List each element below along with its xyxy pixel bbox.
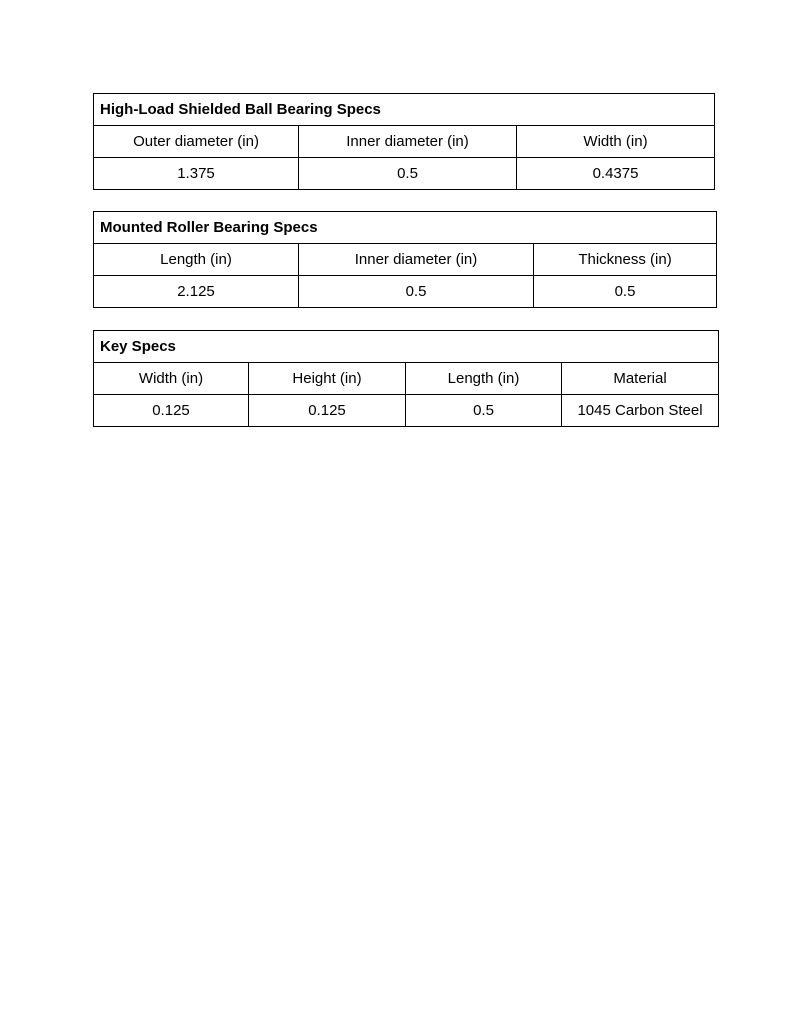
- header-cell: Height (in): [249, 363, 406, 395]
- key-specs-table: [93, 330, 719, 427]
- table-header-row: [94, 244, 717, 276]
- ball-bearing-specs-table: [93, 93, 715, 190]
- table-title: High-Load Shielded Ball Bearing Specs: [94, 94, 715, 126]
- header-cell: Width (in): [94, 363, 249, 395]
- value-cell: 1045 Carbon Steel: [562, 395, 719, 427]
- header-cell: Inner diameter (in): [299, 126, 517, 158]
- table-title-row: [94, 331, 719, 363]
- header-cell: Width (in): [517, 126, 715, 158]
- value-cell: 0.5: [406, 395, 562, 427]
- header-cell: Inner diameter (in): [299, 244, 534, 276]
- table-row: [94, 395, 719, 427]
- table-row: [94, 276, 717, 308]
- table-header-row: [94, 363, 719, 395]
- value-cell: 2.125: [94, 276, 299, 308]
- header-cell: Outer diameter (in): [94, 126, 299, 158]
- table-row: [94, 158, 715, 190]
- header-cell: Length (in): [94, 244, 299, 276]
- value-cell: 0.5: [534, 276, 717, 308]
- value-cell: 0.5: [299, 158, 517, 190]
- header-cell: Thickness (in): [534, 244, 717, 276]
- table-title: Mounted Roller Bearing Specs: [94, 212, 717, 244]
- roller-bearing-specs-table: [93, 211, 717, 308]
- value-cell: 0.125: [249, 395, 406, 427]
- header-cell: Length (in): [406, 363, 562, 395]
- table-header-row: [94, 126, 715, 158]
- header-cell: Material: [562, 363, 719, 395]
- table-title: Key Specs: [94, 331, 719, 363]
- value-cell: 0.5: [299, 276, 534, 308]
- table-title-row: [94, 212, 717, 244]
- value-cell: 0.4375: [517, 158, 715, 190]
- value-cell: 0.125: [94, 395, 249, 427]
- value-cell: 1.375: [94, 158, 299, 190]
- table-title-row: [94, 94, 715, 126]
